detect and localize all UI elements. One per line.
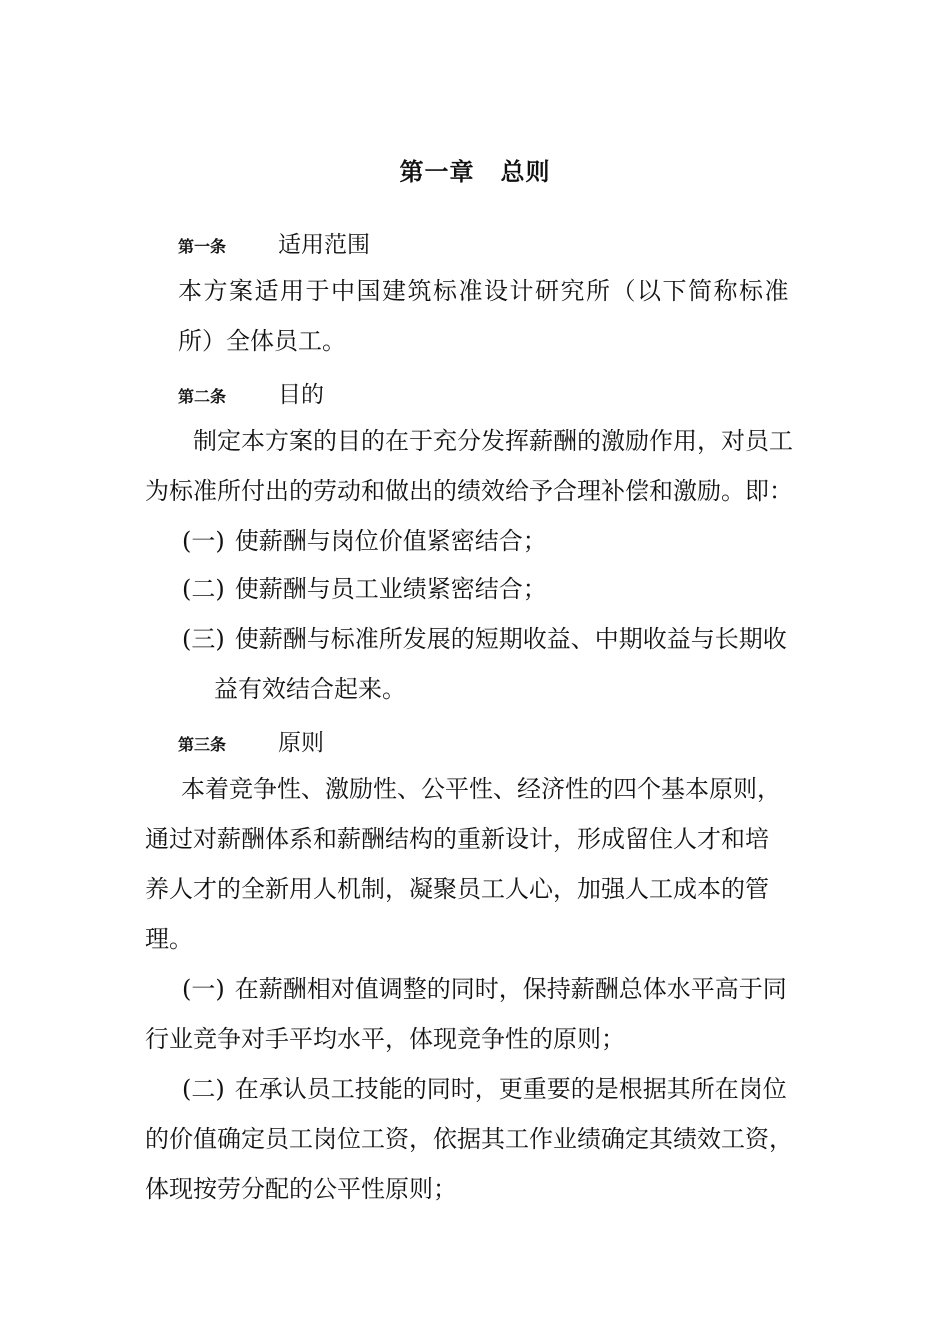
paragraph-line: 为标准所付出的劳动和做出的绩效给予合理补偿和激励。即： [145, 477, 793, 505]
article-number: 第一条 [178, 237, 227, 256]
list-item-text: 使薪酬与员工业绩紧密结合； [234, 575, 547, 603]
list-item [182, 526, 547, 556]
paragraph-line: 所）全体员工。 [178, 327, 346, 355]
list-item-number: (三) [182, 625, 225, 653]
list-item-continuation: 的价值确定员工岗位工资，依据其工作业绩确定其绩效工资， [145, 1125, 793, 1153]
list-item-number: (一) [182, 527, 225, 555]
article-title: 原则 [278, 730, 324, 756]
paragraph-line: 理。 [145, 925, 193, 953]
chapter-label: 第一章 [399, 158, 475, 186]
list-item-number: (二) [182, 1075, 225, 1103]
list-item [182, 974, 787, 1004]
list-item-text: 使薪酬与岗位价值紧密结合； [234, 527, 547, 555]
list-item [182, 624, 787, 654]
article-title: 适用范围 [278, 232, 370, 258]
chapter-name: 总则 [500, 158, 551, 186]
paragraph-line: 本着竞争性、激励性、公平性、经济性的四个基本原则， [181, 775, 781, 803]
list-item-continuation: 体现按劳分配的公平性原则； [145, 1175, 457, 1203]
list-item-text: 在薪酬相对值调整的同时，保持薪酬总体水平高于同 [234, 975, 787, 1003]
list-item-number: (二) [182, 575, 225, 603]
article-title: 目的 [278, 382, 324, 408]
list-item-number: (一) [182, 975, 225, 1003]
article-number: 第三条 [178, 735, 227, 754]
list-item-text: 在承认员工技能的同时，更重要的是根据其所在岗位 [234, 1075, 787, 1103]
paragraph-line: 制定本方案的目的在于充分发挥薪酬的激励作用，对员工 [193, 427, 793, 455]
list-item-continuation: 行业竞争对手平均水平，体现竞争性的原则； [145, 1025, 625, 1053]
paragraph-line: 养人才的全新用人机制，凝聚员工人心，加强人工成本的管 [145, 875, 769, 903]
list-item [182, 1074, 787, 1104]
list-item [182, 574, 547, 604]
article-number: 第二条 [178, 387, 227, 406]
paragraph-line: 本方案适用于中国建筑标准设计研究所（以下简称标准 [178, 277, 790, 305]
chapter-title [0, 152, 950, 187]
paragraph-line: 通过对薪酬体系和薪酬结构的重新设计，形成留住人才和培 [145, 825, 769, 853]
list-item-text: 使薪酬与标准所发展的短期收益、中期收益与长期收 [234, 625, 787, 653]
list-item-continuation: 益有效结合起来。 [214, 675, 406, 703]
